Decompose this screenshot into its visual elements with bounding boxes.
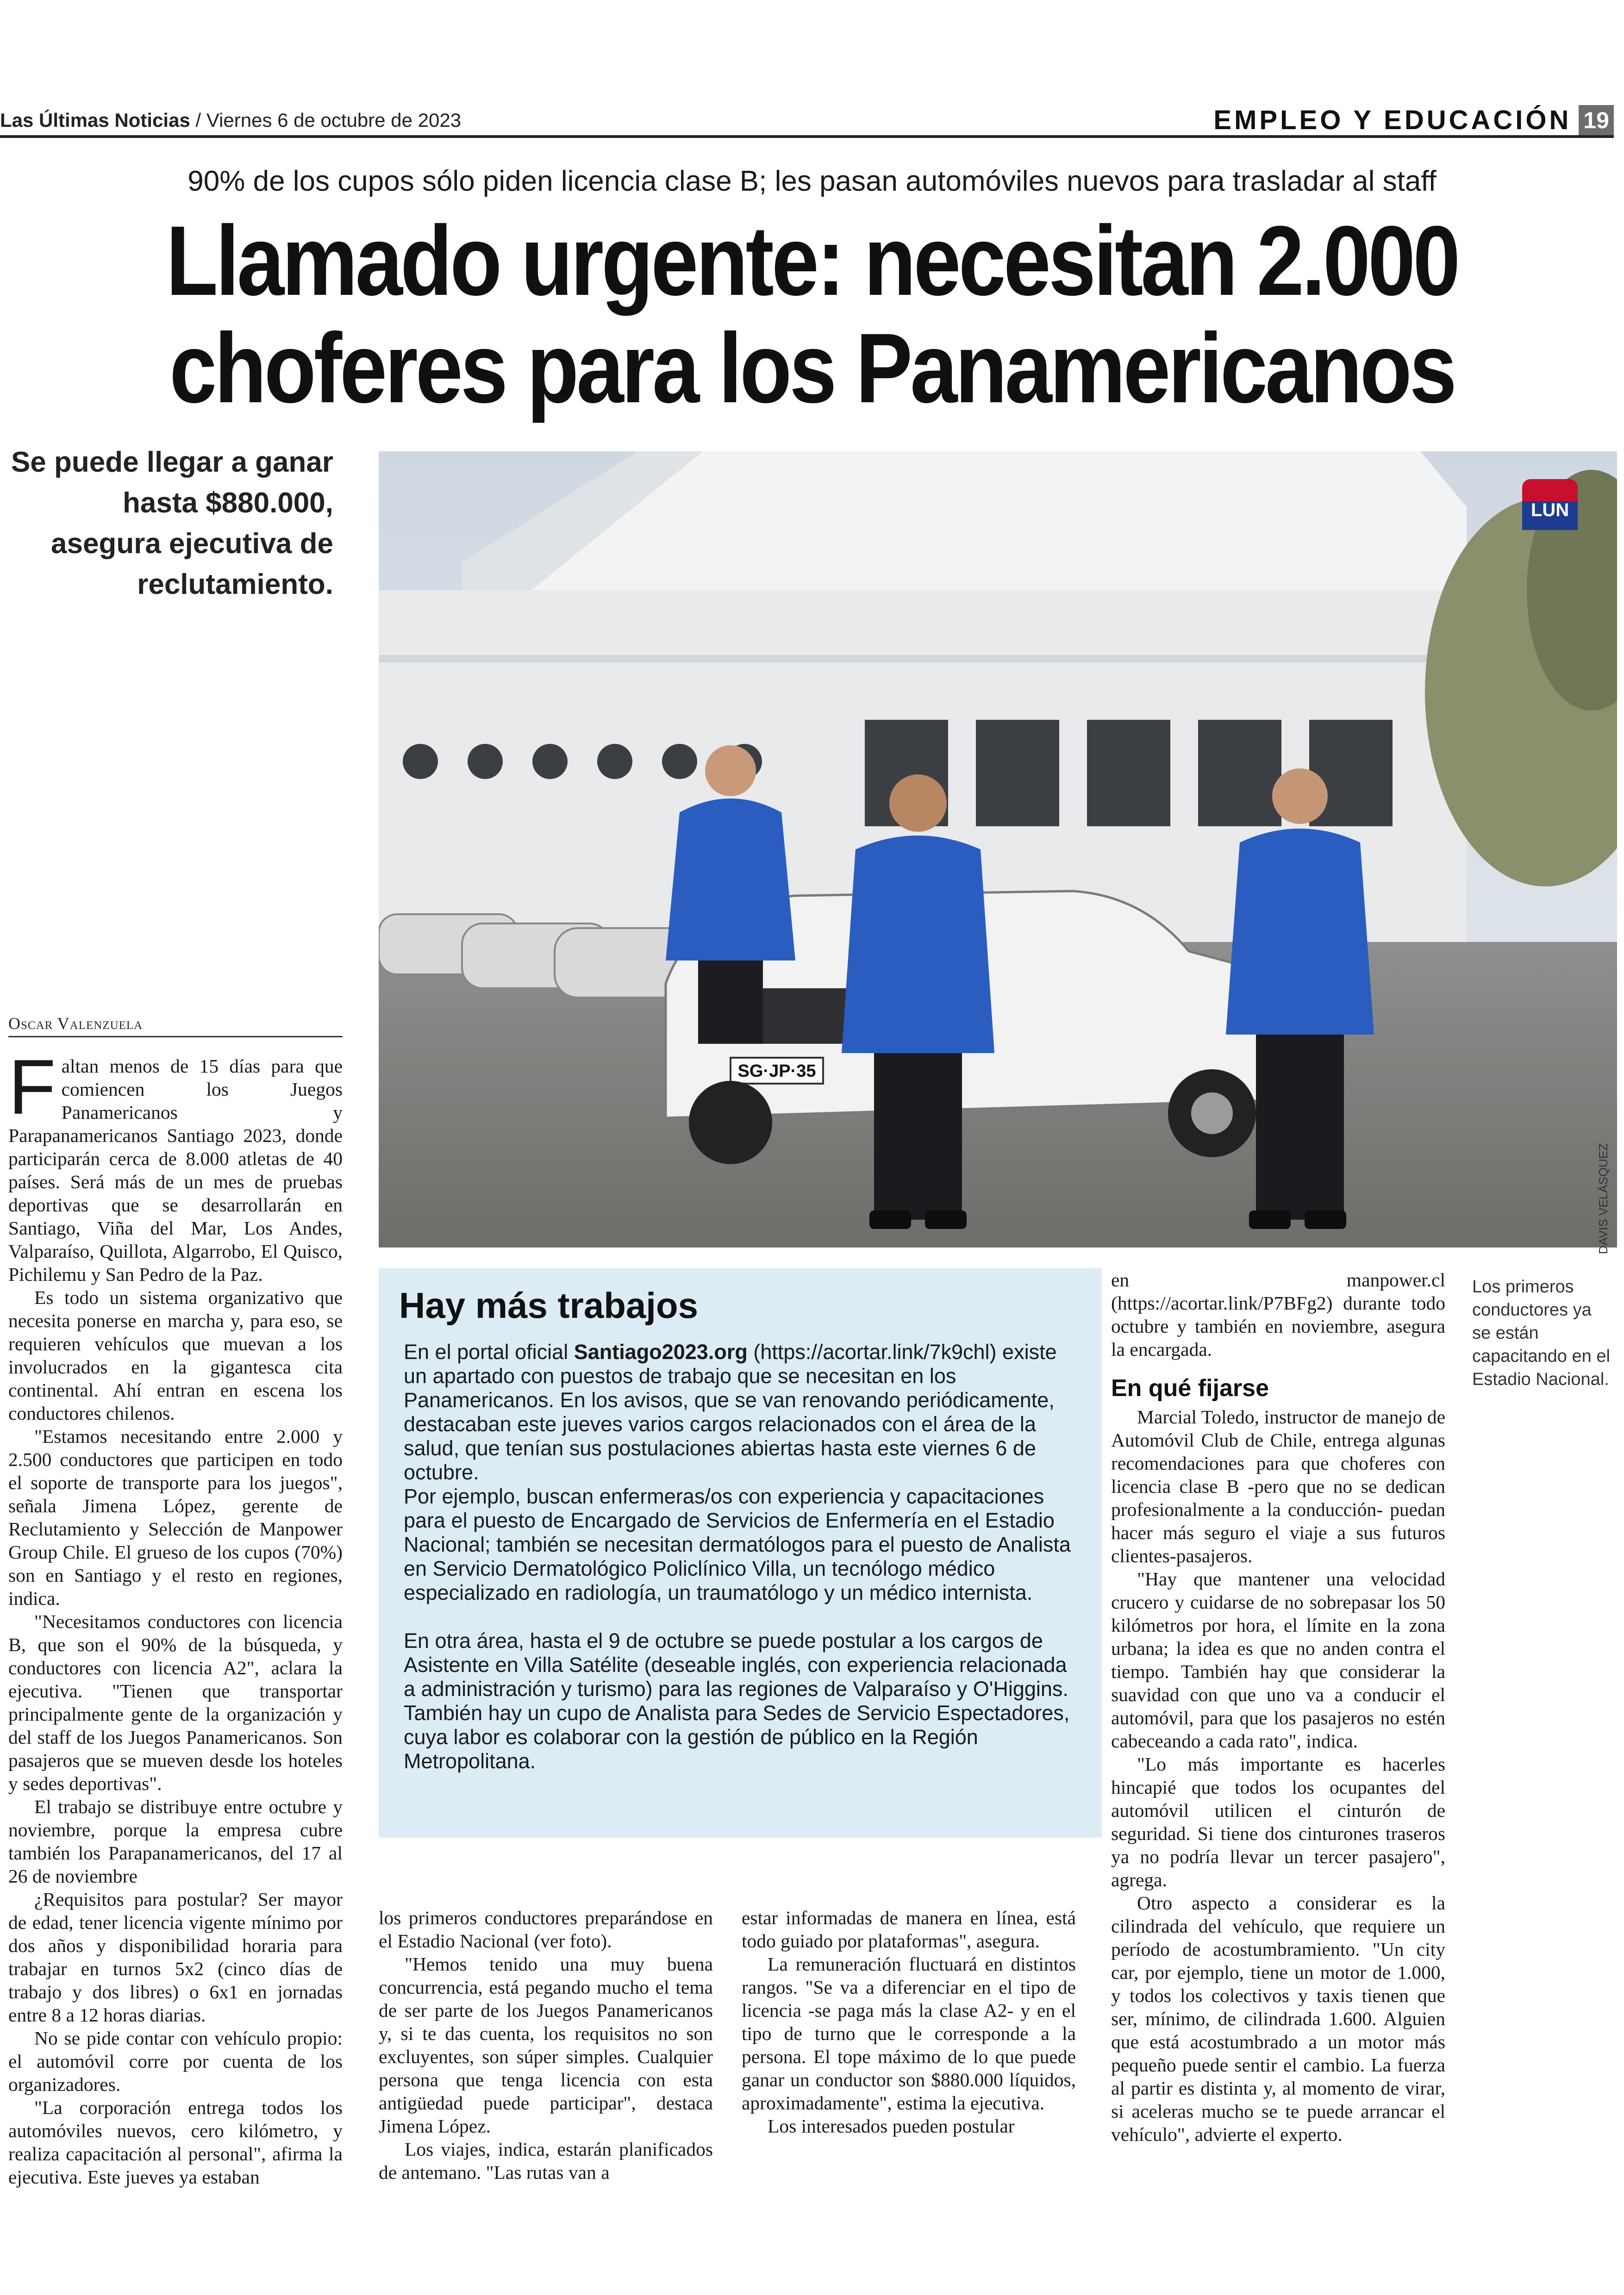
paragraph: "Necesitamos conductores con licencia B, que son el 90% de la búsqueda, y conductores con licencia A2", aclara la ejecutiva. "Tienen que transportar principalmente gente de la organización y del staff de los Juegos Panamericanos. Son pasajeros que se mueven desde los hoteles y sedes deportivas". (8, 1611, 343, 1794)
paragraph: "La corporación entrega todos los automóviles nuevos, cero kilómetro, y realiza capacitación al personal", afirma la ejecutiva. Este jueves ya estaban (8, 2097, 343, 2188)
sidebar-paragraph: Por ejemplo, buscan enfermeras/os con experiencia y capacitaciones para el puesto de Encargado de Servicios de Enfermería en el Estadio Nacional; también se necesitan dermatólogos para el puesto de Analista en Servicio Dermatológico Policlínico Villa, un tecnólogo médico especializado en radiología, un traumatólogo y un médico internista. (404, 1484, 1071, 1604)
header-rule (0, 135, 1614, 138)
paragraph: No se pide contar con vehículo propio: el automóvil corre por cuenta de los organizadores. (8, 2027, 343, 2095)
paragraph: los primeros conductores preparándose en el Estadio Nacional (ver foto). (379, 1907, 713, 1952)
paragraph: Marcial Toledo, instructor de manejo de Automóvil Club de Chile, entrega algunas recomendaciones para que choferes con licencia clase B -pero que no se dedican profesionalmente a la conducción- puedan hacer más seguro el viaje a sus futuros clientes-pasajeros. (1111, 1406, 1445, 1566)
section-name: EMPLEO Y EDUCACIÓN (1213, 105, 1572, 135)
paragraph: "Estamos necesitando entre 2.000 y 2.500 conductores que participen en todo el soporte de transporte para los juegos", señala Jimena López, gerente de Reclutamiento y Selección de Manpower Group Chile. El grueso de los cupos (70%) son en Santiago y el resto en regiones, indica. (8, 1426, 343, 1609)
paragraph: Es todo un sistema organizativo que necesita ponerse en marcha y, para eso, se requieren vehículos que muevan a los involucrados en la gigantesca cita continental. Ahí entran en escena los conductores chilenos. (8, 1287, 343, 1424)
paragraph: "Hay que mantener una velocidad crucero y cuidarse de no sobrepasar los 50 kilómetros por hora, el límite en la zona urbana; la idea es que no anden contra el tiempo. También hay que considerar la suavidad con que uno va a conducir el automóvil, para que los pasajeros no estén cabeceando a cada rato", indica. (1111, 1568, 1445, 1752)
photo-caption: Los primeros conductores ya se están capacitando en el Estadio Nacional. (1472, 1277, 1610, 1389)
article-column-1 (8, 1043, 343, 2189)
kicker: 90% de los cupos sólo piden licencia clase B; les pasan automóviles nuevos para trasladar al staff (187, 165, 1437, 197)
sidebar-title: Hay más trabajos (399, 1285, 698, 1326)
issue-date: / Viernes 6 de octubre de 2023 (190, 109, 462, 131)
paragraph: ¿Requisitos para postular? Ser mayor de edad, tener licencia vigente mínimo por dos años y disponibilidad horaria para trabajar en turnos 5x2 (cinco días de trabajo y dos libres) o 6x1 en jornadas entre 8 a 12 horas diarias. (8, 1889, 343, 2026)
article-column-2 (379, 1906, 713, 2184)
svg-text:LUN: LUN (1530, 500, 1569, 520)
sidebar-paragraph: En otra área, hasta el 9 de octubre se puede postular a los cargos de Asistente en Villa Satélite (deseable inglés, con experiencia relacionada a administración y turismo) para las regiones de Valparaíso y O'Higgins. También hay un cupo de Analista para Sedes de Servicio Espectadores, cuya labor es colaborar con la gestión de público en la Región Metropolitana. (404, 1629, 1070, 1773)
portal-link[interactable]: Santiago2023.org (574, 1340, 748, 1364)
page-number: 19 (1579, 105, 1614, 136)
paragraph: Otro aspecto a considerar es la cilindrada del vehículo, que requiere un período de acostumbramiento. "Un city car, por ejemplo, tiene un motor de 1.000, y todos los colectivos y taxis tienen que ser, mínimo, de cilindrada 1.600. Alguien que está acostumbrado a un motor más pequeño puede sentir el cambio. La fuerza al partir es distinta y, al momento de virar, si aceleras mucho se te puede arrancar el vehículo", advierte el experto. (1111, 1892, 1445, 2145)
article-photo (379, 451, 1617, 1247)
paragraph: Faltan menos de 15 días para que comiencen los Juegos Panamericanos y Parapanamericanos Santiago 2023, donde participarán cerca de 8.000 atletas de 40 países. Será más de un mes de pruebas deportivas que se desarrollarán en Santiago, Viña del Mar, Los Andes, Valparaíso, Quillota, Algarrobo, El Quisco, Pichilemu y San Pedro de la Paz. (8, 1043, 343, 1285)
paper-name: Las Últimas Noticias (0, 109, 190, 131)
byline: Oscar Valenzuela (8, 1014, 143, 1033)
drop-cap: F (8, 1043, 56, 1130)
paragraph: "Lo más importante es hacerles hincapié que todos los ocupantes del automóvil utilicen el cinturón de seguridad. Si tiene dos cinturones traseros ya no podría llevar un tercer pasajero", agrega. (1111, 1753, 1445, 1890)
paragraph: estar informadas de manera en línea, está todo guiado por plataformas", asegura. (742, 1907, 1076, 1952)
paragraph: Los interesados pueden postular (768, 2115, 1015, 2137)
photo-credit: DAVIS VELÁSQUEZ (1596, 1143, 1610, 1254)
subsection-title: En qué fijarse (1111, 1375, 1269, 1402)
sidebar-body (404, 1340, 1084, 1797)
section-header (1213, 105, 1614, 136)
paragraph: en manpower.cl (https://acortar.link/P7BFg2) durante todo octubre y también en noviembre, asegura la encargada. (1111, 1269, 1445, 1360)
paragraph: El trabajo se distribuye entre octubre y noviembre, porque la empresa cubre también los Parapanamericanos, del 17 al 26 de noviembre (8, 1796, 343, 1887)
headline-line-2: choferes para los Panamericanos (169, 313, 1455, 424)
headline-line-1: Llamado urgente: necesitan 2.000 (166, 206, 1458, 316)
byline-rule (8, 1036, 343, 1037)
article-column-3 (742, 1906, 1076, 2138)
headline (114, 207, 1511, 422)
article-column-4 (1111, 1268, 1445, 2146)
license-plate: SG·JP·35 (737, 1061, 816, 1081)
sidebar-paragraph: En el portal oficial Santiago2023.org (https://acortar.link/7k9chl) existe un apartado con puestos de trabajo que se necesitan en los Panamericanos. En los avisos, que se van renovando periódicamente, destacaban este jueves varios cargos relacionados con el área de la salud, que tenían sus postulaciones abiertas hasta este viernes 6 de octubre. (404, 1340, 1057, 1484)
paragraph: La remuneración fluctuará en distintos rangos. "Se va a diferenciar en el tipo de licencia -se paga más la clase A2- y en el tipo de turno que le corresponde a la persona. El tope máximo de lo que puede ganar un conductor son $880.000 líquidos, aproximadamente", estima la ejecutiva. (742, 1953, 1076, 2114)
subhead: Se puede llegar a ganar hasta $880.000, asegura ejecutiva de reclutamiento. (11, 446, 333, 600)
masthead (0, 109, 461, 131)
paragraph: "Hemos tenido una muy buena concurrencia, está pegando mucho el tema de ser parte de los Juegos Panamericanos y, si te das cuenta, los requisitos no son excluyentes, son súper simples. Cualquier persona que tenga licencia con esta antigüedad puede participar", destaca Jimena López. (379, 1953, 713, 2137)
paragraph: Los viajes, indica, estarán planificados de antemano. "Las rutas van a (379, 2139, 713, 2183)
photo-illustration (379, 451, 1617, 1247)
lun-logo (1522, 479, 1578, 530)
